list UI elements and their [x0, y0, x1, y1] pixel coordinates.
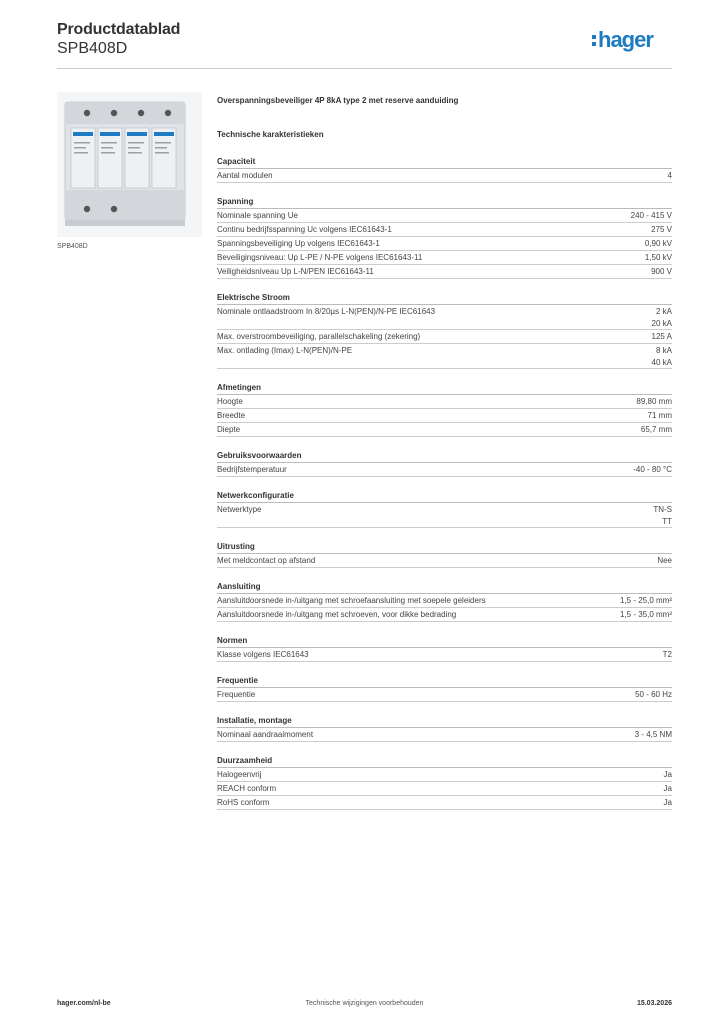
spec-row	[217, 728, 672, 742]
spec-section	[217, 715, 672, 742]
spec-value	[656, 796, 672, 809]
spec-value-line: -40 - 80 °C	[633, 465, 672, 474]
spec-label: Nominale spanning Ue	[217, 211, 298, 220]
spec-row	[217, 265, 672, 279]
spec-section	[217, 450, 672, 477]
section-title: Normen	[217, 635, 672, 648]
spec-value-line: 8 kA	[655, 346, 672, 355]
spec-value	[644, 345, 672, 368]
spec-label: Klasse volgens IEC61643	[217, 650, 309, 659]
spec-value-line: 275 V	[651, 225, 672, 234]
spec-value	[637, 251, 672, 264]
spec-value-line: 65,7 mm	[640, 425, 672, 434]
spec-value	[640, 409, 672, 422]
spec-label: Nominale ontlaadstroom In 8/20µs L-N(PEN)/N-PE IEC61643	[217, 307, 436, 316]
spec-value-line: Ja	[663, 784, 672, 793]
spec-value	[656, 782, 672, 795]
spec-row	[217, 463, 672, 477]
spec-value	[627, 728, 672, 741]
spec-value	[655, 648, 672, 661]
spec-section	[217, 196, 672, 279]
spec-label: Netwerktype	[217, 505, 262, 514]
spec-label: Breedte	[217, 411, 246, 420]
spec-value	[627, 688, 672, 701]
spec-value	[623, 209, 672, 222]
spec-value-line: T2	[662, 650, 672, 659]
spec-row	[217, 409, 672, 423]
spec-value-line: 2 kA	[655, 307, 672, 316]
spec-sections	[217, 156, 672, 810]
spec-row	[217, 223, 672, 237]
spec-value	[633, 423, 672, 436]
spec-value-line: TT	[662, 516, 672, 526]
spec-label: Beveiligingsniveau: Up L-PE / N-PE volgens IEC61643-11	[217, 253, 423, 262]
spec-value-line: 20 kA	[651, 318, 672, 328]
spec-label: Nominaal aandraaimoment	[217, 730, 314, 739]
spec-label: Aansluitdoorsnede in-/uitgang met schroefaansluiting met soepele geleiders	[217, 596, 486, 605]
spec-row	[217, 251, 672, 265]
spec-value-line: 4	[667, 171, 672, 180]
section-title: Frequentie	[217, 675, 672, 688]
section-title: Netwerkconfiguratie	[217, 490, 672, 503]
spec-row	[217, 768, 672, 782]
spec-row	[217, 344, 672, 369]
spec-row	[217, 423, 672, 437]
spec-section	[217, 581, 672, 622]
spec-label: Hoogte	[217, 397, 243, 406]
spec-section	[217, 755, 672, 810]
spec-value	[644, 306, 672, 329]
spec-row	[217, 782, 672, 796]
spec-label: Met meldcontact op afstand	[217, 556, 316, 565]
spec-value	[644, 330, 672, 343]
spec-label: Aantal modulen	[217, 171, 273, 180]
spec-section	[217, 635, 672, 662]
section-title: Spanning	[217, 196, 672, 209]
spec-label: Frequentie	[217, 690, 256, 699]
spec-section	[217, 292, 672, 369]
product-image	[57, 92, 202, 237]
spec-value-line: 1,5 - 35,0 mm²	[619, 610, 672, 619]
spec-value	[612, 594, 672, 607]
spec-content	[217, 96, 672, 810]
spec-value	[625, 463, 672, 476]
spec-value-line: 900 V	[651, 267, 672, 276]
spec-row	[217, 305, 672, 330]
spec-section	[217, 675, 672, 702]
spec-row	[217, 688, 672, 702]
spec-value-line: 0,90 kV	[644, 239, 672, 248]
spec-label: Veiligheidsniveau Up L-N/PEN IEC61643-11	[217, 267, 374, 276]
header-divider	[57, 68, 672, 69]
spec-label: Spanningsbeveiliging Up volgens IEC61643-1	[217, 239, 380, 248]
spec-value-line: 89,80 mm	[636, 397, 672, 406]
spec-value-line: Ja	[663, 770, 672, 779]
spec-label: Bedrijfstemperatuur	[217, 465, 287, 474]
spec-label: Continu bedrijfsspanning Uc volgens IEC61643-1	[217, 225, 392, 234]
spec-value-line: 50 - 60 Hz	[635, 690, 672, 699]
section-title: Elektrische Stroom	[217, 292, 672, 305]
spec-value	[612, 608, 672, 621]
spec-row	[217, 796, 672, 810]
product-code: SPB408D	[57, 40, 128, 57]
section-title: Afmetingen	[217, 382, 672, 395]
section-title: Capaciteit	[217, 156, 672, 169]
spec-label: Halogeenvrij	[217, 770, 262, 779]
spec-value-line: 125 A	[651, 332, 672, 341]
spec-label: Max. ontlading (Imax) L-N(PEN)/N-PE	[217, 346, 353, 355]
spec-row	[217, 330, 672, 344]
hager-logo	[592, 28, 653, 52]
spec-row	[217, 169, 672, 183]
spec-value	[628, 395, 672, 408]
section-title: Gebruiksvoorwaarden	[217, 450, 672, 463]
spec-value-line: Ja	[663, 798, 672, 807]
page-title: Productdatablad	[57, 21, 181, 38]
spec-value	[649, 554, 672, 567]
spec-value	[637, 237, 672, 250]
spec-value-line: Nee	[657, 556, 672, 565]
logo-dots-icon	[592, 35, 596, 49]
spec-row	[217, 395, 672, 409]
spec-section	[217, 156, 672, 183]
spec-value	[660, 169, 672, 182]
spec-value-line: 1,50 kV	[644, 253, 672, 262]
spec-label: Max. overstroombeveiliging, parallelschakeling (zekering)	[217, 332, 421, 341]
spec-value	[645, 504, 672, 527]
image-caption: SPB408D	[57, 243, 88, 250]
spec-row	[217, 554, 672, 568]
logo-text: hager	[598, 27, 653, 52]
spec-section	[217, 490, 672, 528]
tech-characteristics-title: Technische karakteristieken	[217, 130, 324, 139]
spec-value-line: 240 - 415 V	[630, 211, 672, 220]
section-title: Uitrusting	[217, 541, 672, 554]
spec-label: Diepte	[217, 425, 241, 434]
spec-row	[217, 237, 672, 251]
spec-section	[217, 541, 672, 568]
footer-note: Technische wijzigingen voorbehouden	[305, 1000, 424, 1007]
spec-value-line: 71 mm	[647, 411, 672, 420]
spec-row	[217, 209, 672, 223]
product-description: Overspanningsbeveiliger 4P 8kA type 2 met reserve aanduiding	[217, 96, 459, 105]
spec-value-line: 1,5 - 25,0 mm²	[619, 596, 672, 605]
spec-label: RoHS conform	[217, 798, 270, 807]
spec-value	[656, 768, 672, 781]
spec-row	[217, 648, 672, 662]
spec-row	[217, 503, 672, 528]
spec-value	[643, 265, 672, 278]
footer-website: hager.com/nl-be	[57, 1000, 111, 1007]
section-title: Aansluiting	[217, 581, 672, 594]
spec-label: Aansluitdoorsnede in-/uitgang met schroeven, voor dikke bedrading	[217, 610, 457, 619]
spec-value-line: 3 - 4,5 NM	[634, 730, 672, 739]
spec-label: REACH conform	[217, 784, 277, 793]
spec-value	[643, 223, 672, 236]
spec-section	[217, 382, 672, 437]
footer-date: 15.03.2026	[636, 1000, 672, 1007]
section-title: Installatie, montage	[217, 715, 672, 728]
spec-row	[217, 608, 672, 622]
spec-value-line: TN-S	[653, 505, 672, 514]
section-title: Duurzaamheid	[217, 755, 672, 768]
spec-row	[217, 594, 672, 608]
spec-value-line: 40 kA	[651, 357, 672, 367]
